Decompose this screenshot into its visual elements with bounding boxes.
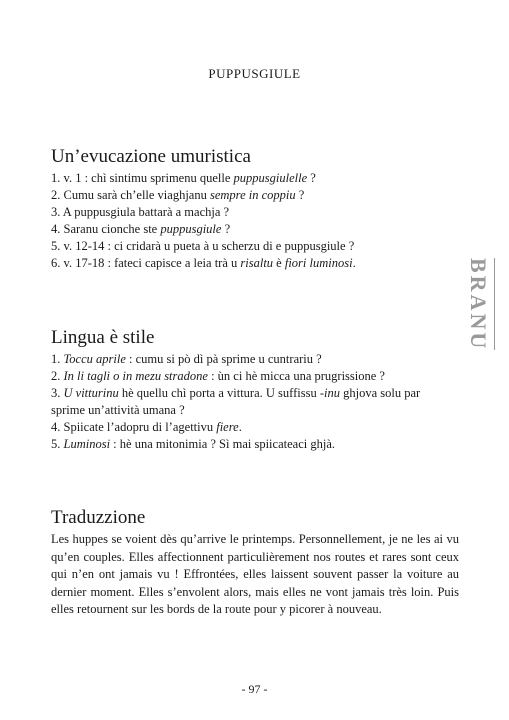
section-lingua-stile [51, 327, 461, 453]
italic-text: U vitturinu [63, 386, 119, 400]
running-head: PUPPUSGIULE [208, 66, 301, 81]
italic-text: risaltu [240, 256, 274, 270]
section-title: Lingua è stile [51, 327, 155, 348]
text: sprime un’attività umana ? [51, 403, 185, 417]
text: : ùn ci hè micca una prugrissione ? [207, 369, 385, 383]
question-line [51, 436, 461, 453]
text: 3. [51, 386, 64, 400]
text: 3. A puppusgiula battarà a machja ? [51, 205, 230, 219]
text: 2. [51, 369, 64, 383]
text: 5. [51, 437, 64, 451]
text: : hè una mitonimia ? Sì mai spiicateaci ghjà. [110, 437, 335, 451]
section-title: Traduzzione [51, 507, 146, 528]
italic-text: Toccu aprile [63, 352, 126, 366]
question-line [51, 221, 461, 238]
side-tab [465, 258, 491, 350]
question-line [51, 255, 461, 272]
question-line [51, 402, 461, 419]
italic-text: -inu [319, 386, 340, 400]
italic-text: In li tagli o in mezu stradone [63, 369, 208, 383]
text: : cumu si pò dì pà sprime u cuntrariu ? [125, 352, 322, 366]
text: . [238, 420, 242, 434]
text: 1. [51, 352, 64, 366]
text: ghjova solu par [339, 386, 421, 400]
text: 4. Saranu cionche ste [51, 222, 161, 236]
question-line [51, 204, 461, 221]
question-line [51, 351, 461, 368]
question-line [51, 238, 461, 255]
italic-text: puppusgiulelle [233, 171, 308, 185]
italic-text: fiori luminosi [284, 256, 353, 270]
section-evucazione [51, 146, 461, 272]
italic-text: Luminosi [63, 437, 111, 451]
translation-paragraph: Les huppes se voient dès qu’arrive le printemps. Personnellement, je ne les ai vu qu’en couples. Elles affectionnent particulièrement nos routes et rares sont ceux qui n’en ont jamais vu ! Effrontées, elles laissent souvent passer la voiture au dernier moment. Elles s’envolent alors, mais elles ne vont jamais très loin. Puis elles retournent sur les bords de la route pour y picorer à nouveau. [51, 532, 459, 616]
side-tab-label: BRANU [466, 258, 491, 352]
text: ? [307, 171, 316, 185]
section-traduzzione [51, 507, 461, 619]
question-line [51, 187, 461, 204]
question-line [51, 385, 461, 402]
page-number: - 97 - [241, 682, 268, 696]
text: ? [221, 222, 231, 236]
question-line [51, 170, 461, 187]
question-line [51, 368, 461, 385]
italic-text: fiere [216, 420, 239, 434]
side-tab-rule [494, 258, 495, 350]
question-line [51, 419, 461, 436]
question-list [51, 170, 461, 272]
text: . [352, 256, 356, 270]
italic-text: puppusgiule [160, 222, 222, 236]
question-list [51, 351, 461, 453]
text: 5. v. 12-14 : ci cridarà u pueta à u scherzu di e puppusgiule ? [51, 239, 355, 253]
text: 1. v. 1 : chì sintimu sprimenu quelle [51, 171, 234, 185]
text: ? [295, 188, 305, 202]
section-title: Un’evucazione umuristica [51, 146, 251, 167]
text: è [273, 256, 285, 270]
text: 4. Spiicate l’adopru di l’agettivu [51, 420, 217, 434]
text: 2. Cumu sarà ch’elle viaghjanu [51, 188, 210, 202]
text: 6. v. 17-18 : fateci capisce a leia trà u [51, 256, 241, 270]
italic-text: sempre in coppiu [209, 188, 296, 202]
text: hè quellu chì porta a vittura. U suffissu [118, 386, 320, 400]
